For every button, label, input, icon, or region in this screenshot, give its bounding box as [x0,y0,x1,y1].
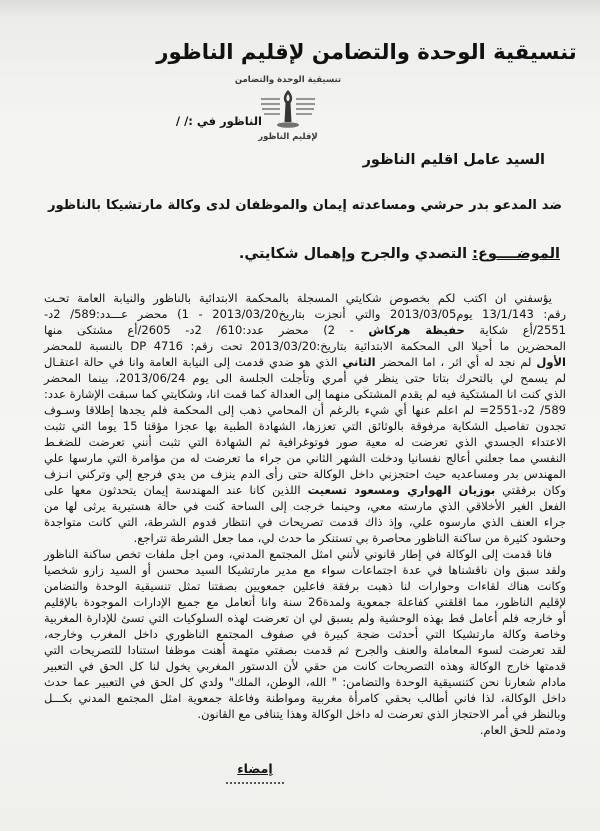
body-text: المهندس بدر ومساعديه حيث احتجزني داخل الوكالة حتى رأى الدم ينزف من يدي فرجع إلي وتركني انـزف [44,467,566,481]
body-line [44,370,566,386]
body-text-bold: الأول [536,355,566,369]
body-line [44,658,566,674]
body-text: اللذين كانا عند المهندسة إيمان يتحدثون معها على [44,483,308,497]
body-text: فانا قدمت إلى الوكالة في إطار قانوني لأنني امثل المجتمع المدني، ومن اجل ملفات تخص ساكنة الناظور [44,547,552,561]
body-line [44,290,566,306]
coordination-logo [232,74,344,146]
signature-dotted-line [226,782,284,784]
body-line [44,418,566,434]
subject-text: التصدي والجرح وإهمال شكايتي. [238,246,473,262]
body-line [44,434,566,450]
body-line [44,306,566,322]
body-line [44,610,566,626]
body-text: تجدون تفاصيل الشكاية مرفوقة بالوثائق التي تعززها، الشهادة الطبية بها عجزا مؤقتا 15 يوما التي تثبت [44,419,567,433]
body-text: 2551/أع شكاية [464,323,566,337]
body-text: قدمتها خارج الوكالة وهذه التصريحات كانت من حقي لأن الدستور المغربي يخول لنا كل الحق في التعبير [44,659,566,673]
body-line [44,674,566,690]
body-text: جراء العنف الذي مارسوه علي، وإذ ذاك قدمت تصريحات في انتظار قدوم الشرطة، التي كانت متواجدة [44,515,566,529]
body-line [44,690,566,706]
body-text: يؤسفني ان اكتب لكم بخصوص شكايتي المسجلة بالمحكمة الابتدائية بالناظور والنيابة العامة تحـت [44,291,552,305]
body-line [44,530,566,546]
subject-label: الموضــــوع: [472,246,560,262]
body-line [44,450,566,466]
body-text: وبالنظر في أمر الاحتجاز الذي تعرضت له داخل الوكالة وهذا يتنافى مع القانون. [197,707,566,721]
body-text: لإقليم الناظور، مما اقلقني كفاعلة جمعوية ولمدة26 سنة وانا أتعامل مع جميع الإدارات الموجودة بالإقليم [44,595,567,609]
body-text: لم يسمح لي بالتحرك بتاتا حتى ينظر في أمري وتأجلت الجلسة الى يوم 2013/06/24، بينما المحضر [44,371,567,385]
body-text-bold: بوزيان الهواري ومسعود تسعيت [307,483,496,497]
body-text: لقد تعرضت لسوء المعاملة والعنف والجرح ثم قدمت بصفتي متهمة أهنت موظفا استنادا للتصريحات التي [44,643,566,657]
body-text: 589/ 2د-2551= لم اعلم عنها أي شيء بالرغم أن المحامي ذهب إلى المحكمة فلم يجدها إطلاقا وسـوف [44,403,566,417]
letterhead-title: تنسيقية الوحدة والتضامن لإقليم الناظور [156,39,577,64]
body-line [44,546,566,562]
body-line [44,578,566,594]
body-text: وكانت هناك لقاءات وحوارات لنا ذهبت برفقة فاعلين جمعويين بصفتنا تمثل تنسيقية الوحدة والتضامن [44,579,566,593]
body-text: المحضرين ما أحيلا الى المحكمة الابتدائية بتاريخ:2013/03/20 تحت رقم: DP 4716 بالنسبة للمحضر [44,339,566,353]
body-text: النفسي مما جعلني أعالج نفسانيا ودخلت الشهر الثاني من جراء ما تعرضت له من مؤامرة التي مارسها علي [44,451,566,465]
body-line [44,562,566,578]
body-line [44,498,566,514]
addressee: السيد عامل اقليم الناظور [362,152,545,168]
body-text: ولقد سبق وان ناقشناها في عدة اجتماعات سواء مع مدير مارتشيكا السيد محسن أو السيد زارو شخصيا [44,563,566,577]
body-text: داخل الوكالة، لذا فاني أطالب بحقي كامرأة مغربية ومواطنة وفاعلة جمعوية امثل المجتمع المدني بكـــل [44,691,566,705]
body-line [44,482,566,498]
subject-line [239,244,560,264]
body-text: لم نجد له أي اثر ، اما المحضر [375,355,537,369]
logo-bottom-text: لإقليم الناظور [258,132,318,142]
body-line [44,514,566,530]
body-line [44,642,566,658]
body-line [44,466,566,482]
against-line: ضد المدعو بدر حرشي ومساعدته إيمان والموظفان لدى وكالة مارتشيكا بالناظور [48,198,562,213]
letter-body [44,290,566,738]
body-text: الذي كنت انا المشتكية فيه لم يقدم المشتكى منهما إلى العدالة كما قمت انا، وشكايتي كما سبقت الإشارة عدد: [44,387,566,401]
signature-label: إمضاء [237,761,273,776]
body-line [44,594,566,610]
body-text-bold: حفيظة هركاش [368,323,465,337]
place-date-line: الناظور في :/ / [175,114,262,128]
body-line [44,322,566,338]
body-line [44,354,566,370]
body-line [44,722,566,738]
body-text: رقم: 13/1/143 يوم2013/03/05 والتي أنجزت بتاريخ2013/03/20 - 1) محضر عـــدد:589/ 2د- [44,307,566,321]
body-text: - 2) محضر عدد:610/ 2د- 2605/أع مشتكى منها [44,323,369,337]
body-text: الاعتداء الجسدي الذي تعرضت له معية صور فوتوغرافية ثم الشهادة التي تثبت أنني تعرضت للضغـط [44,435,566,449]
body-text-bold: الثاني [342,355,376,369]
body-text: وكان برفقتي [495,483,566,497]
body-text: أو خارجه فلم أعامل قط بهذه الوحشية ولم يسبق لي ان تعرضت لهذه السلوكيات التي تسئ للإدارة المغربية [44,611,566,625]
body-line [44,626,566,642]
logo-arc-text: تنسيقية الوحدة والتضامن [234,75,342,85]
body-text: وخاصة وكالة مارتشيكا التي أحدثت ضجة كبيرة في صفوف المجتمع الناظوري داخل المغرب وخارجه، [44,627,566,641]
emblem-figure-icon [258,88,318,130]
body-line [44,402,566,418]
body-line [44,338,566,354]
body-line [44,706,566,722]
body-line [44,386,566,402]
body-text: الذي هو ضدي قدمت إلى النيابة العامة وانا في حالة اعتقـال [44,355,343,369]
body-text: وحشود كثيرة من ساكنة الناظور محاصرة بي تستنكر ما حدث لي، مما جعل الشرطة تتراجع. [133,531,566,545]
body-text: مادام شعارنا نحن كتنسيقية الوحدة والتضامن: " الله، الوطن، الملك" ولدي كل الحق في التعبير عما حدث [44,675,566,689]
body-text: ودمتم للحق العام. [479,723,566,737]
body-text: الفعل الغير الأخلاقي الذي مارسته معي، وحينما خرجت إلى الساحة كنت في حالة هستيرية يرثى لها من [44,499,566,513]
